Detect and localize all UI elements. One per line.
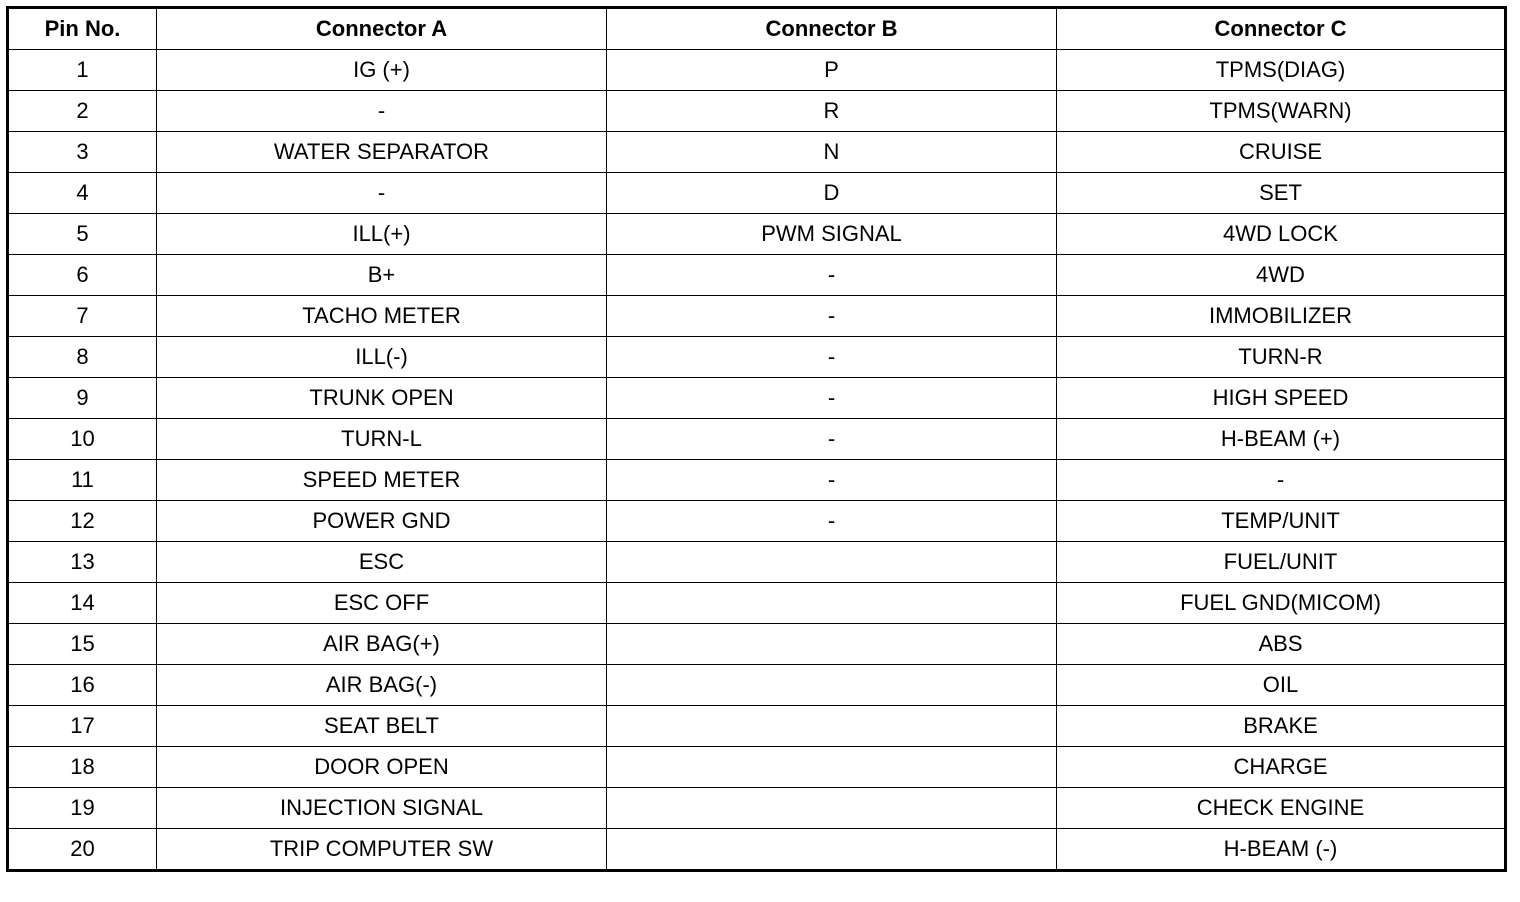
connector-b-cell: [607, 706, 1057, 747]
connector-a-cell: B+: [157, 255, 607, 296]
table-row: [8, 337, 1506, 378]
connector-c-cell: TPMS(WARN): [1057, 91, 1506, 132]
connector-c-cell: CHARGE: [1057, 747, 1506, 788]
table-row: [8, 173, 1506, 214]
pin-no-cell: 1: [8, 50, 157, 91]
connector-c-cell: CRUISE: [1057, 132, 1506, 173]
connector-pin-table: [6, 6, 1507, 872]
connector-c-cell: TPMS(DIAG): [1057, 50, 1506, 91]
connector-c-cell: H-BEAM (+): [1057, 419, 1506, 460]
pin-no-cell: 18: [8, 747, 157, 788]
connector-b-cell: [607, 542, 1057, 583]
connector-b-cell: -: [607, 378, 1057, 419]
connector-a-cell: DOOR OPEN: [157, 747, 607, 788]
pin-no-cell: 17: [8, 706, 157, 747]
connector-c-cell: CHECK ENGINE: [1057, 788, 1506, 829]
connector-b-cell: -: [607, 296, 1057, 337]
connector-a-cell: IG (+): [157, 50, 607, 91]
table-row: [8, 788, 1506, 829]
connector-c-cell: FUEL GND(MICOM): [1057, 583, 1506, 624]
table-row: [8, 419, 1506, 460]
pin-no-cell: 10: [8, 419, 157, 460]
table-row: [8, 50, 1506, 91]
table-row: [8, 132, 1506, 173]
connector-a-cell: INJECTION SIGNAL: [157, 788, 607, 829]
connector-a-cell: TURN-L: [157, 419, 607, 460]
connector-b-cell: P: [607, 50, 1057, 91]
table-row: [8, 91, 1506, 132]
connector-b-cell: -: [607, 419, 1057, 460]
pin-no-cell: 13: [8, 542, 157, 583]
pin-no-cell: 3: [8, 132, 157, 173]
table-row: [8, 542, 1506, 583]
table-row: [8, 624, 1506, 665]
connector-a-cell: SPEED METER: [157, 460, 607, 501]
connector-c-cell: IMMOBILIZER: [1057, 296, 1506, 337]
connector-c-cell: OIL: [1057, 665, 1506, 706]
table-body: [8, 50, 1506, 871]
connector-a-cell: -: [157, 173, 607, 214]
connector-a-cell: SEAT BELT: [157, 706, 607, 747]
connector-a-cell: AIR BAG(+): [157, 624, 607, 665]
pin-no-cell: 4: [8, 173, 157, 214]
table-header-row: [8, 8, 1506, 50]
table-row: [8, 829, 1506, 871]
header-connector-a: Connector A: [157, 8, 607, 50]
connector-b-cell: R: [607, 91, 1057, 132]
connector-b-cell: [607, 747, 1057, 788]
connector-a-cell: -: [157, 91, 607, 132]
pin-no-cell: 7: [8, 296, 157, 337]
pin-no-cell: 2: [8, 91, 157, 132]
connector-a-cell: POWER GND: [157, 501, 607, 542]
header-pin-no: Pin No.: [8, 8, 157, 50]
connector-a-cell: ILL(-): [157, 337, 607, 378]
connector-c-cell: 4WD: [1057, 255, 1506, 296]
header-connector-c: Connector C: [1057, 8, 1506, 50]
pin-no-cell: 9: [8, 378, 157, 419]
table-row: [8, 296, 1506, 337]
connector-a-cell: TRUNK OPEN: [157, 378, 607, 419]
pin-no-cell: 12: [8, 501, 157, 542]
pin-table-container: [6, 6, 1507, 872]
connector-a-cell: AIR BAG(-): [157, 665, 607, 706]
table-row: [8, 501, 1506, 542]
connector-b-cell: -: [607, 255, 1057, 296]
header-connector-b: Connector B: [607, 8, 1057, 50]
connector-b-cell: N: [607, 132, 1057, 173]
table-row: [8, 214, 1506, 255]
connector-c-cell: TURN-R: [1057, 337, 1506, 378]
connector-c-cell: ABS: [1057, 624, 1506, 665]
pin-no-cell: 19: [8, 788, 157, 829]
connector-c-cell: HIGH SPEED: [1057, 378, 1506, 419]
connector-b-cell: PWM SIGNAL: [607, 214, 1057, 255]
connector-c-cell: FUEL/UNIT: [1057, 542, 1506, 583]
pin-no-cell: 15: [8, 624, 157, 665]
connector-b-cell: [607, 829, 1057, 871]
connector-b-cell: [607, 788, 1057, 829]
pin-no-cell: 5: [8, 214, 157, 255]
connector-a-cell: ESC OFF: [157, 583, 607, 624]
pin-no-cell: 16: [8, 665, 157, 706]
connector-b-cell: -: [607, 501, 1057, 542]
connector-a-cell: ILL(+): [157, 214, 607, 255]
connector-a-cell: WATER SEPARATOR: [157, 132, 607, 173]
table-row: [8, 460, 1506, 501]
connector-b-cell: [607, 583, 1057, 624]
connector-c-cell: BRAKE: [1057, 706, 1506, 747]
connector-b-cell: -: [607, 460, 1057, 501]
connector-a-cell: ESC: [157, 542, 607, 583]
pin-no-cell: 14: [8, 583, 157, 624]
pin-no-cell: 11: [8, 460, 157, 501]
connector-c-cell: SET: [1057, 173, 1506, 214]
connector-b-cell: [607, 665, 1057, 706]
pin-no-cell: 8: [8, 337, 157, 378]
table-row: [8, 747, 1506, 788]
connector-c-cell: 4WD LOCK: [1057, 214, 1506, 255]
table-row: [8, 665, 1506, 706]
table-row: [8, 378, 1506, 419]
connector-b-cell: [607, 624, 1057, 665]
connector-c-cell: -: [1057, 460, 1506, 501]
connector-a-cell: TRIP COMPUTER SW: [157, 829, 607, 871]
table-row: [8, 706, 1506, 747]
pin-no-cell: 20: [8, 829, 157, 871]
table-row: [8, 255, 1506, 296]
connector-b-cell: -: [607, 337, 1057, 378]
table-row: [8, 583, 1506, 624]
connector-c-cell: TEMP/UNIT: [1057, 501, 1506, 542]
connector-a-cell: TACHO METER: [157, 296, 607, 337]
connector-c-cell: H-BEAM (-): [1057, 829, 1506, 871]
pin-no-cell: 6: [8, 255, 157, 296]
connector-b-cell: D: [607, 173, 1057, 214]
